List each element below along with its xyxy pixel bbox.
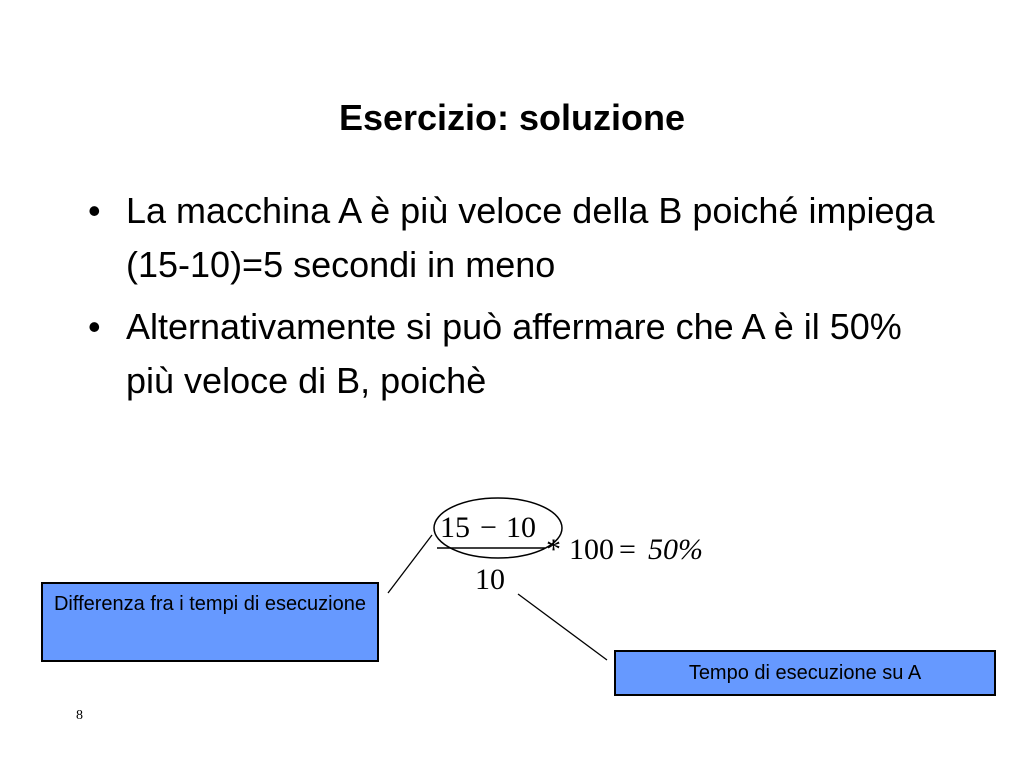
- bullet-icon: •: [88, 190, 101, 231]
- minus-sign: −: [480, 511, 497, 544]
- difference-annotation-box: Differenza fra i tempi di esecuzione: [41, 582, 379, 662]
- numerator-left: 15: [440, 511, 470, 544]
- equals-sign: =: [619, 533, 636, 566]
- page-number: 8: [76, 708, 83, 723]
- numerator-right: 10: [506, 511, 536, 544]
- bullet-text: Alternativamente si può affermare che A è il 50% più veloce di B, poichè: [126, 306, 902, 401]
- bullet-icon: •: [88, 306, 101, 347]
- right-pointer-line: [518, 594, 607, 660]
- numerator-highlight-ellipse: [434, 498, 562, 558]
- bullet-item: [88, 184, 958, 292]
- times-sign: *: [546, 533, 561, 566]
- result: 50%: [648, 533, 703, 566]
- multiplier: 100: [569, 533, 614, 566]
- bullet-item: [88, 300, 958, 408]
- bullet-text: La macchina A è più veloce della B poiché impiega (15-10)=5 secondi in meno: [126, 190, 935, 285]
- bullet-list: [88, 184, 958, 416]
- left-pointer-line: [388, 535, 432, 593]
- slide-title: Esercizio: soluzione: [338, 97, 686, 138]
- denominator: 10: [475, 563, 505, 596]
- execution-time-annotation-box: Tempo di esecuzione su A: [614, 650, 996, 696]
